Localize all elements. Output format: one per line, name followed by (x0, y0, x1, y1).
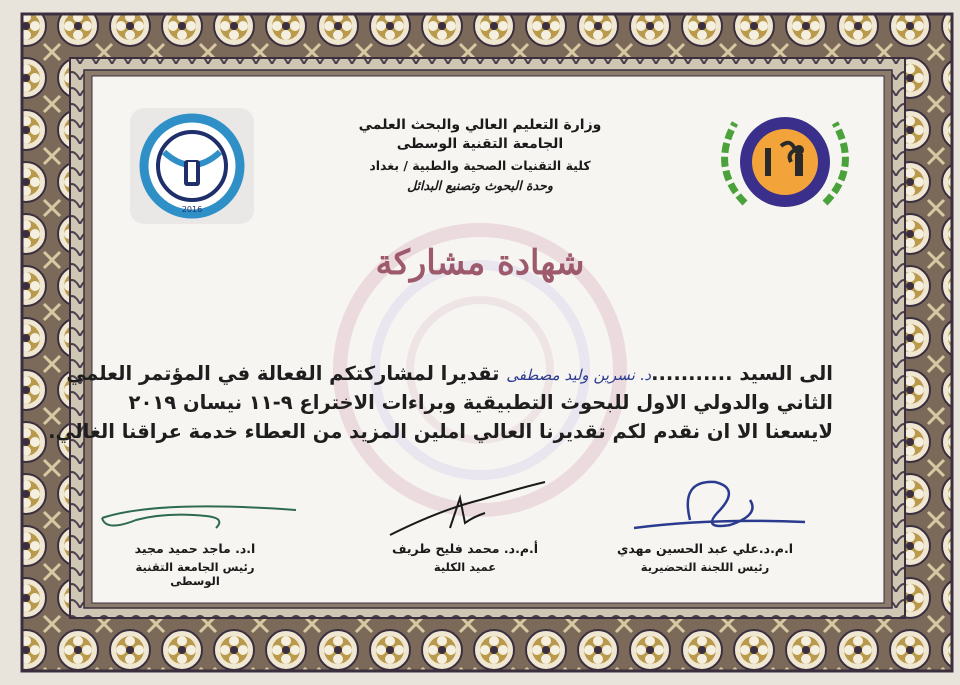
signatory-1-title: رئيس الجامعة التقنية الوسطى (135, 560, 255, 588)
university-name: الجامعة التقنية الوسطى (396, 136, 564, 152)
body-line-2: الثاني والدولي الاول للبحوث التطبيقية وبراءات الاختراع ٩-١١ نيسان ٢٠١٩ (128, 391, 833, 414)
university-logo-icon (130, 108, 254, 224)
signatory-3-title: رئيس اللجنة التحضيرية (640, 560, 770, 574)
college-name: كلية التقنيات الصحية والطبية / بغداد (369, 158, 591, 173)
certificate-title: شهادة مشاركة (375, 243, 585, 283)
signature-1-icon (96, 488, 296, 536)
college-logo-icon (705, 108, 865, 218)
svg-text:2016: 2016 (181, 205, 203, 214)
unit-name: وحدة البحوث وتصنيع البدائل (407, 178, 553, 193)
body-line-3: لايسعنا الا ان نقدم لكم تقديرنا العالي املين المزيد من العطاء خدمة عراقنا الغالي. (48, 420, 833, 443)
signatory-2-name: أ.م.د. محمد فليح طريف (391, 541, 539, 556)
signatory-2-title: عميد الكلية (433, 560, 497, 574)
recipient-handwritten-name: د. نسرين وليد مصطفى (506, 366, 652, 384)
body-line-1-rest: تقديرا لمشاركتكم الفعالة في المؤتمر العلمي (66, 362, 500, 385)
signatory-1-name: ا.د. ماجد حميد مجيد (134, 541, 256, 556)
recipient-dots: ........... (651, 362, 733, 385)
signatory-3-name: ا.م.د.علي عبد الحسين مهدي (616, 541, 794, 556)
signature-2-icon (380, 480, 550, 540)
body-line-1 (66, 362, 833, 385)
ministry-name: وزارة التعليم العالي والبحث العلمي (358, 117, 602, 133)
recipient-prefix: الى السيد (739, 362, 833, 385)
signature-3-icon (630, 470, 810, 540)
